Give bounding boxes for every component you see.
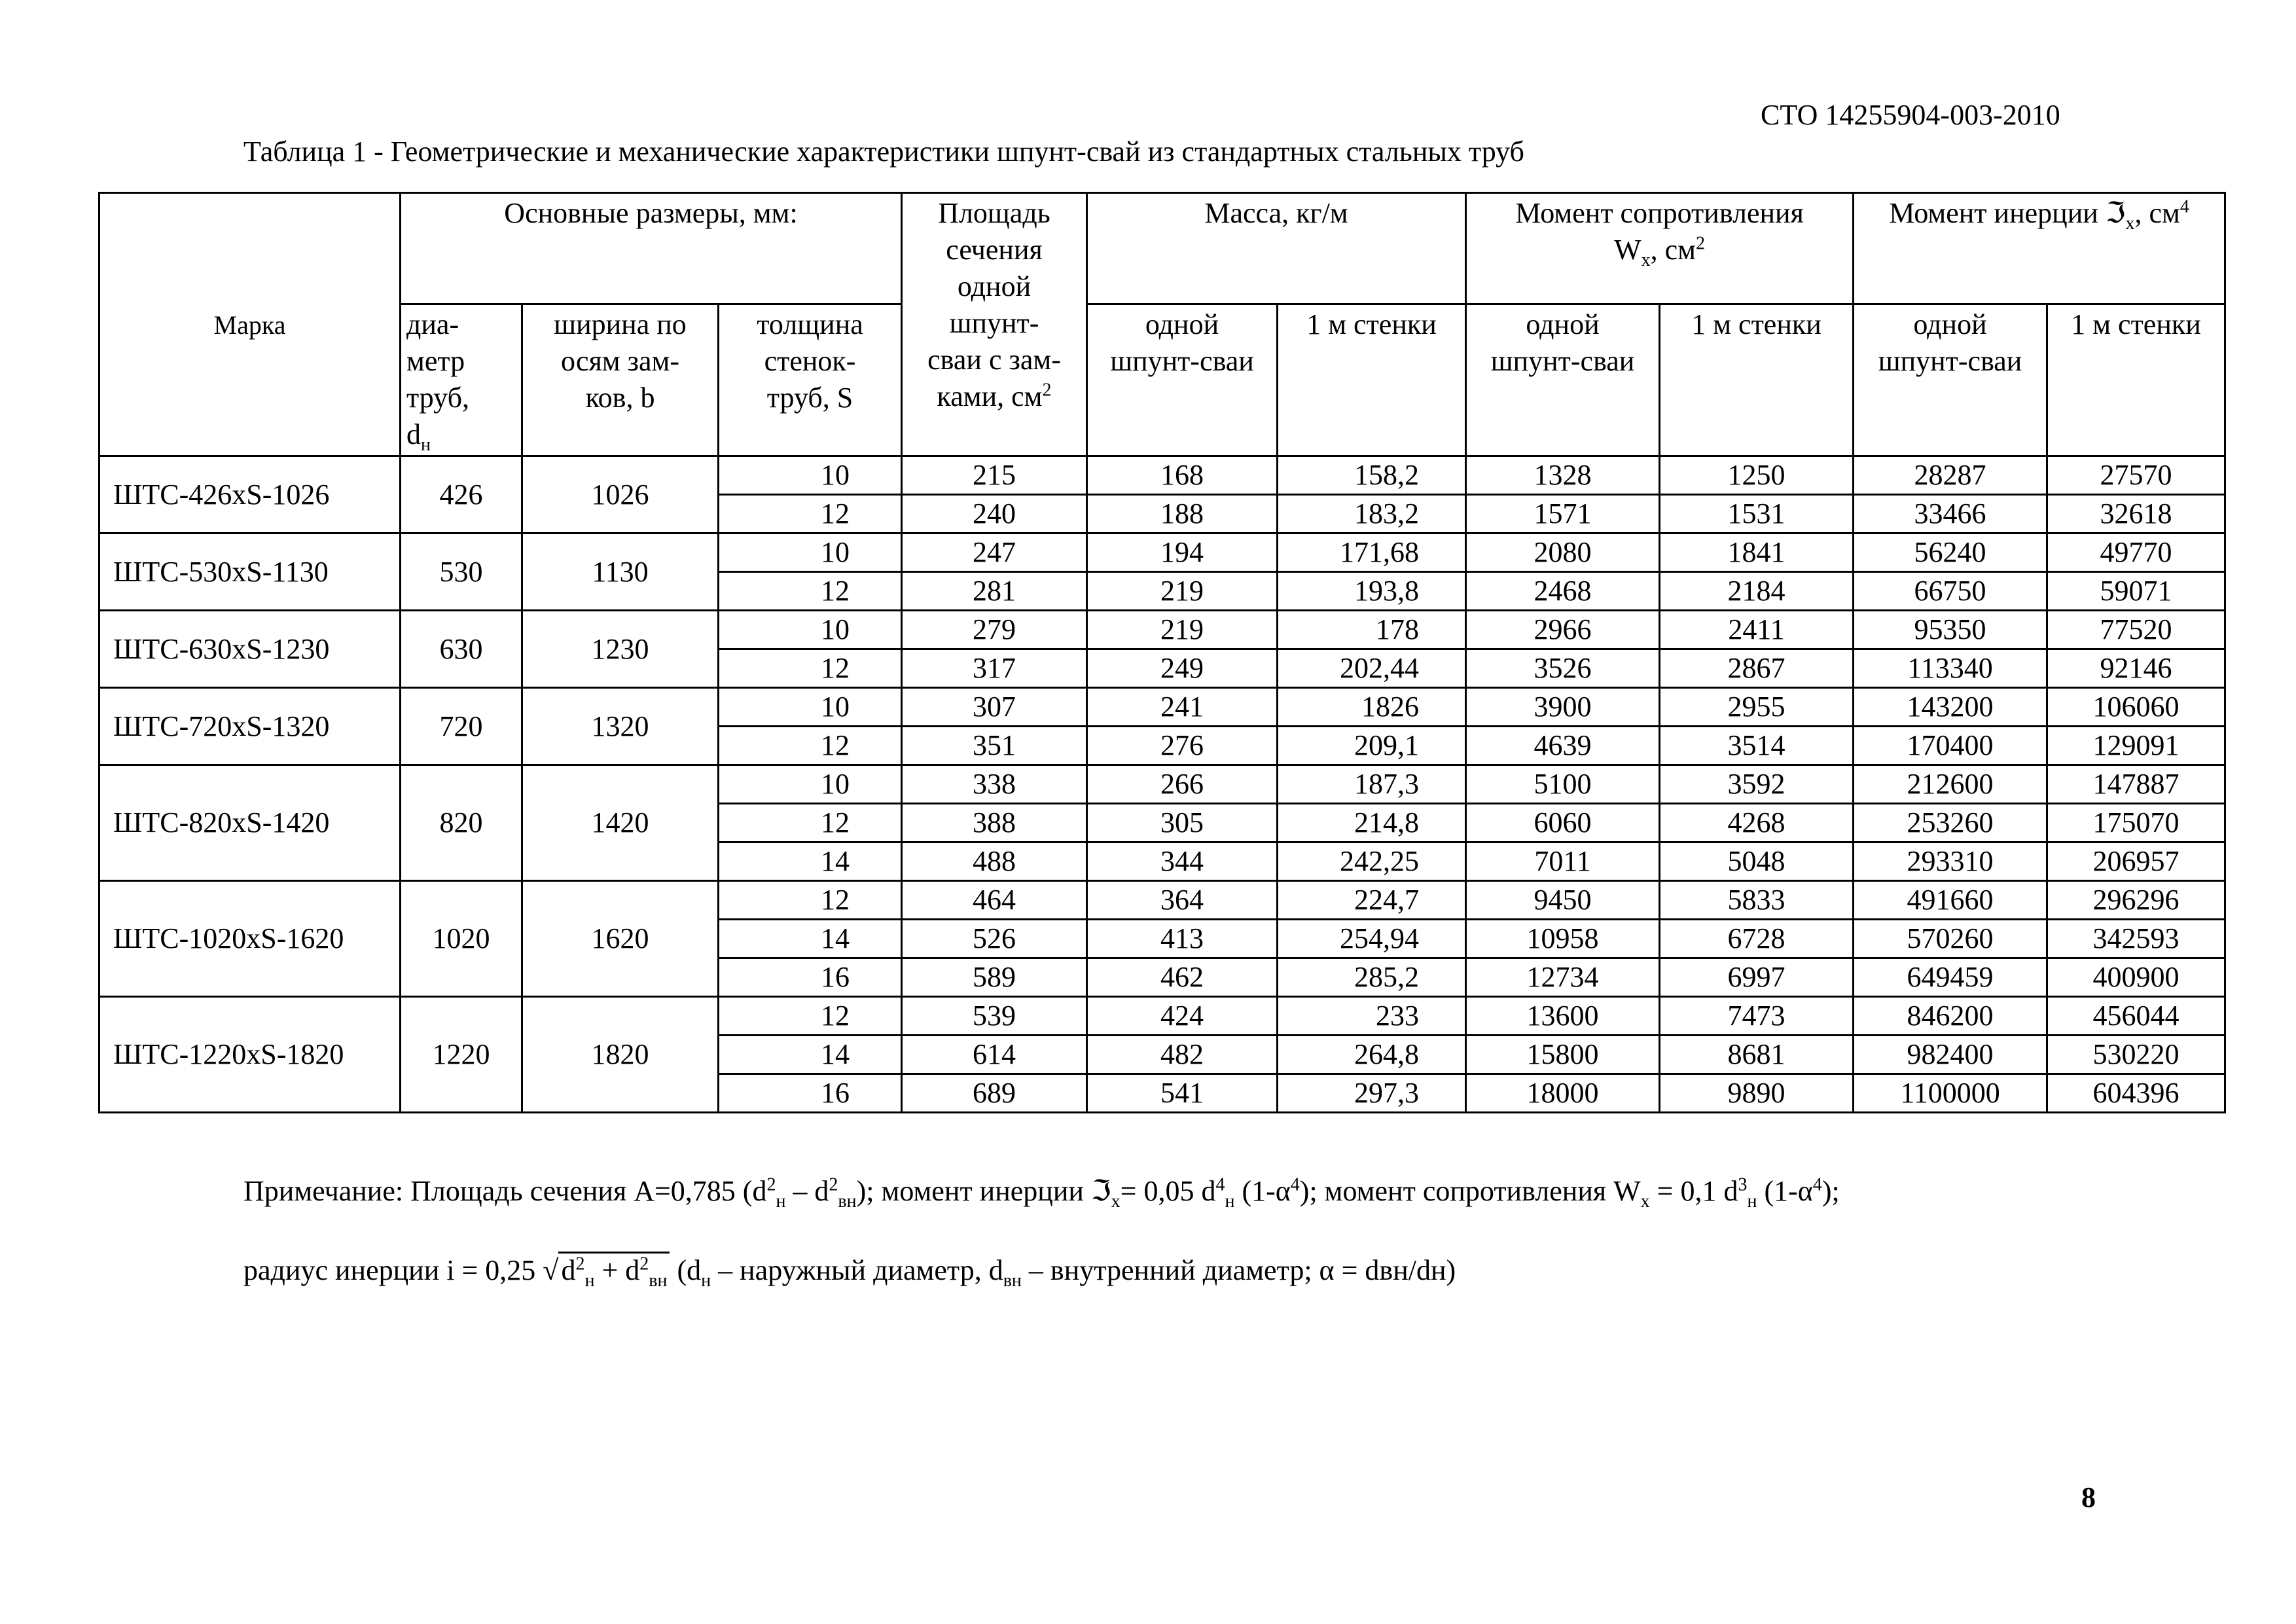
table-row [99,533,2225,572]
resist-wall-cell: 1250 [1660,456,1854,495]
mass-wall-cell: 183,2 [1278,495,1466,533]
wall-thickness-cell: 16 [719,958,902,997]
inertia-pile-cell: 1100000 [1854,1074,2047,1113]
wall-thickness-cell: 12 [719,997,902,1036]
mass-pile-cell: 276 [1087,727,1278,765]
mass-pile-cell: 541 [1087,1074,1278,1113]
inertia-wall-cell: 106060 [2047,688,2225,727]
area-cell: 488 [902,842,1087,881]
mass-pile-cell: 168 [1087,456,1278,495]
inertia-one-pile-header: одной шпунт-сваи [1854,304,2047,456]
mass-pile-cell: 364 [1087,881,1278,920]
inertia-wall-cell: 206957 [2047,842,2225,881]
mass-pile-cell: 462 [1087,958,1278,997]
diameter-header: диа- метр труб, $d_н$ [401,304,522,456]
mass-wall-cell: 202,44 [1278,649,1466,688]
area-cell: 351 [902,727,1087,765]
mass-one-m-wall-header: 1 м стенки [1278,304,1466,456]
sqrt-icon: √ [543,1254,559,1286]
diameter-cell: 720 [401,688,522,765]
width-header: ширина по осям зам- ков, b [522,304,719,456]
mass-header: Масса, кг/м [1087,193,1466,304]
resist-wall-cell: 2411 [1660,611,1854,649]
area-cell: 388 [902,804,1087,842]
wall-thickness-cell: 14 [719,920,902,958]
wall-thickness-cell: 12 [719,649,902,688]
area-cell: 689 [902,1074,1087,1113]
resist-pile-cell: 9450 [1466,881,1660,920]
wall-thickness-cell: 12 [719,881,902,920]
width-cell: 1820 [522,997,719,1113]
inertia-pile-cell: 56240 [1854,533,2047,572]
width-cell: 1420 [522,765,719,881]
area-cell: 526 [902,920,1087,958]
resist-pile-cell: 10958 [1466,920,1660,958]
resist-pile-cell: 2080 [1466,533,1660,572]
area-cell: 281 [902,572,1087,611]
resist-wall-cell: 3592 [1660,765,1854,804]
mass-pile-cell: 249 [1087,649,1278,688]
inertia-wall-cell: 49770 [2047,533,2225,572]
wall-thickness-cell: 16 [719,1074,902,1113]
resist-wall-cell: 6728 [1660,920,1854,958]
moment-inertia-header: Момент инерции ℑ$_x$, $см^4$ [1854,193,2225,304]
inertia-pile-cell: 212600 [1854,765,2047,804]
resist-pile-cell: 3526 [1466,649,1660,688]
area-cell: 338 [902,765,1087,804]
grade-cell: ШТС-426xS-1026 [99,456,401,533]
inertia-wall-cell: 32618 [2047,495,2225,533]
resist-wall-cell: 1531 [1660,495,1854,533]
inertia-pile-cell: 491660 [1854,881,2047,920]
mass-wall-cell: 214,8 [1278,804,1466,842]
mass-pile-cell: 241 [1087,688,1278,727]
mass-one-pile-header: одной шпунт-сваи [1087,304,1278,456]
resist-wall-cell: 7473 [1660,997,1854,1036]
mass-wall-cell: 158,2 [1278,456,1466,495]
area-cell: 240 [902,495,1087,533]
grade-header: Марка [99,193,401,456]
table-row [99,688,2225,727]
resist-wall-cell: 3514 [1660,727,1854,765]
mass-pile-cell: 266 [1087,765,1278,804]
mass-pile-cell: 482 [1087,1036,1278,1074]
table-caption: Таблица 1 - Геометрические и механические характеристики шпунт-свай из стандартных стальных труб [243,135,1524,168]
mass-wall-cell: 297,3 [1278,1074,1466,1113]
width-cell: 1026 [522,456,719,533]
inertia-wall-cell: 604396 [2047,1074,2225,1113]
wall-thickness-cell: 10 [719,765,902,804]
page-number: 8 [2081,1481,2096,1513]
wall-thickness-cell: 10 [719,688,902,727]
resist-pile-cell: 12734 [1466,958,1660,997]
mass-wall-cell: 264,8 [1278,1036,1466,1074]
inertia-wall-cell: 129091 [2047,727,2225,765]
inertia-pile-cell: 33466 [1854,495,2047,533]
inertia-pile-cell: 170400 [1854,727,2047,765]
inertia-pile-cell: 253260 [1854,804,2047,842]
main-dims-header: Основные размеры, мм: [401,193,902,304]
resist-pile-cell: 2468 [1466,572,1660,611]
resist-wall-cell: 4268 [1660,804,1854,842]
inertia-pile-cell: 143200 [1854,688,2047,727]
resist-wall-cell: 5048 [1660,842,1854,881]
mass-wall-cell: 178 [1278,611,1466,649]
wall-thickness-cell: 12 [719,495,902,533]
mass-wall-cell: 224,7 [1278,881,1466,920]
wall-thickness-cell: 12 [719,804,902,842]
radicand: $d^2_н + d^2_{вн}$ [558,1252,670,1287]
width-cell: 1320 [522,688,719,765]
resist-pile-cell: 13600 [1466,997,1660,1036]
inertia-wall-cell: 77520 [2047,611,2225,649]
area-cell: 307 [902,688,1087,727]
resist-wall-cell: 2867 [1660,649,1854,688]
area-header: Площадь сечения одной шпунт- сваи с зам- ками, $см^2$ [902,193,1087,456]
wall-thickness-cell: 10 [719,611,902,649]
area-cell: 589 [902,958,1087,997]
inertia-wall-cell: 147887 [2047,765,2225,804]
resist-wall-cell: 2184 [1660,572,1854,611]
diameter-cell: 426 [401,456,522,533]
inertia-pile-cell: 649459 [1854,958,2047,997]
mass-wall-cell: 233 [1278,997,1466,1036]
mass-wall-cell: 209,1 [1278,727,1466,765]
mass-wall-cell: 193,8 [1278,572,1466,611]
table-row [99,765,2225,804]
inertia-one-m-wall-header: 1 м стенки [2047,304,2225,456]
inertia-wall-cell: 59071 [2047,572,2225,611]
area-cell: 215 [902,456,1087,495]
area-cell: 464 [902,881,1087,920]
note-line-2: радиус инерции i = 0,25 $√d^2_н + d^2_{вн}$ ($d_н$ – наружный диаметр, $d_{вн}$ – внутренний диаметр; α = dвн/dн) [243,1252,1456,1287]
resist-pile-cell: 6060 [1466,804,1660,842]
inertia-wall-cell: 27570 [2047,456,2225,495]
mass-pile-cell: 219 [1087,572,1278,611]
grade-cell: ШТС-530xS-1130 [99,533,401,611]
wall-thickness-cell: 14 [719,842,902,881]
width-cell: 1130 [522,533,719,611]
inertia-pile-cell: 570260 [1854,920,2047,958]
moment-resist-header: Момент сопротивления $W_x$, $см^2$ [1466,193,1854,304]
resist-one-pile-header: одной шпунт-сваи [1466,304,1660,456]
inertia-pile-cell: 982400 [1854,1036,2047,1074]
inertia-wall-cell: 530220 [2047,1036,2225,1074]
inertia-pile-cell: 846200 [1854,997,2047,1036]
inertia-wall-cell: 400900 [2047,958,2225,997]
width-cell: 1230 [522,611,719,688]
resist-wall-cell: 5833 [1660,881,1854,920]
width-cell: 1620 [522,881,719,997]
resist-pile-cell: 18000 [1466,1074,1660,1113]
document-code: СТО 14255904-003-2010 [1761,99,2060,131]
inertia-pile-cell: 113340 [1854,649,2047,688]
inertia-wall-cell: 342593 [2047,920,2225,958]
grade-cell: ШТС-630xS-1230 [99,611,401,688]
wall-thickness-cell: 10 [719,533,902,572]
resist-pile-cell: 7011 [1466,842,1660,881]
wall-thickness-cell: 12 [719,572,902,611]
inertia-pile-cell: 293310 [1854,842,2047,881]
mass-pile-cell: 413 [1087,920,1278,958]
mass-wall-cell: 171,68 [1278,533,1466,572]
area-cell: 247 [902,533,1087,572]
resist-wall-cell: 6997 [1660,958,1854,997]
mass-wall-cell: 254,94 [1278,920,1466,958]
mass-wall-cell: 285,2 [1278,958,1466,997]
area-cell: 317 [902,649,1087,688]
mass-pile-cell: 188 [1087,495,1278,533]
inertia-wall-cell: 296296 [2047,881,2225,920]
inertia-pile-cell: 66750 [1854,572,2047,611]
resist-wall-cell: 8681 [1660,1036,1854,1074]
mass-pile-cell: 424 [1087,997,1278,1036]
table-row [99,611,2225,649]
diameter-cell: 530 [401,533,522,611]
resist-pile-cell: 4639 [1466,727,1660,765]
resist-pile-cell: 15800 [1466,1036,1660,1074]
diameter-cell: 630 [401,611,522,688]
table-body [99,456,2225,1113]
grade-cell: ШТС-1020xS-1620 [99,881,401,997]
table-row [99,997,2225,1036]
mass-wall-cell: 1826 [1278,688,1466,727]
characteristics-table [98,192,2226,1113]
grade-cell: ШТС-720xS-1320 [99,688,401,765]
area-cell: 614 [902,1036,1087,1074]
inertia-wall-cell: 175070 [2047,804,2225,842]
mass-pile-cell: 219 [1087,611,1278,649]
resist-pile-cell: 3900 [1466,688,1660,727]
mass-pile-cell: 344 [1087,842,1278,881]
mass-pile-cell: 305 [1087,804,1278,842]
resist-one-m-wall-header: 1 м стенки [1660,304,1854,456]
grade-cell: ШТС-820xS-1420 [99,765,401,881]
area-cell: 539 [902,997,1087,1036]
grade-cell: ШТС-1220xS-1820 [99,997,401,1113]
note-line-1: Примечание: Площадь сечения A=0,785 $(d^2_н - d^2_{вн})$; момент инерции ℑ$_x$= 0,05 $d^4_н$ $(1-\alpha^4)$; момент сопротивления $W_x = 0,1$ $d^3_н$ $(1-\alpha^4)$; [243,1174,1840,1212]
resist-pile-cell: 1328 [1466,456,1660,495]
mass-wall-cell: 242,25 [1278,842,1466,881]
wall-thickness-cell: 14 [719,1036,902,1074]
wall-thickness-cell: 10 [719,456,902,495]
inertia-pile-cell: 95350 [1854,611,2047,649]
resist-pile-cell: 2966 [1466,611,1660,649]
table-row [99,881,2225,920]
resist-pile-cell: 5100 [1466,765,1660,804]
diameter-cell: 1220 [401,997,522,1113]
inertia-wall-cell: 456044 [2047,997,2225,1036]
inertia-wall-cell: 92146 [2047,649,2225,688]
resist-pile-cell: 1571 [1466,495,1660,533]
resist-wall-cell: 9890 [1660,1074,1854,1113]
mass-pile-cell: 194 [1087,533,1278,572]
diameter-cell: 820 [401,765,522,881]
resist-wall-cell: 1841 [1660,533,1854,572]
diameter-cell: 1020 [401,881,522,997]
table-row [99,456,2225,495]
area-cell: 279 [902,611,1087,649]
inertia-pile-cell: 28287 [1854,456,2047,495]
wall-thickness-cell: 12 [719,727,902,765]
mass-wall-cell: 187,3 [1278,765,1466,804]
thickness-header: толщина стенок- труб, S [719,304,902,456]
resist-wall-cell: 2955 [1660,688,1854,727]
